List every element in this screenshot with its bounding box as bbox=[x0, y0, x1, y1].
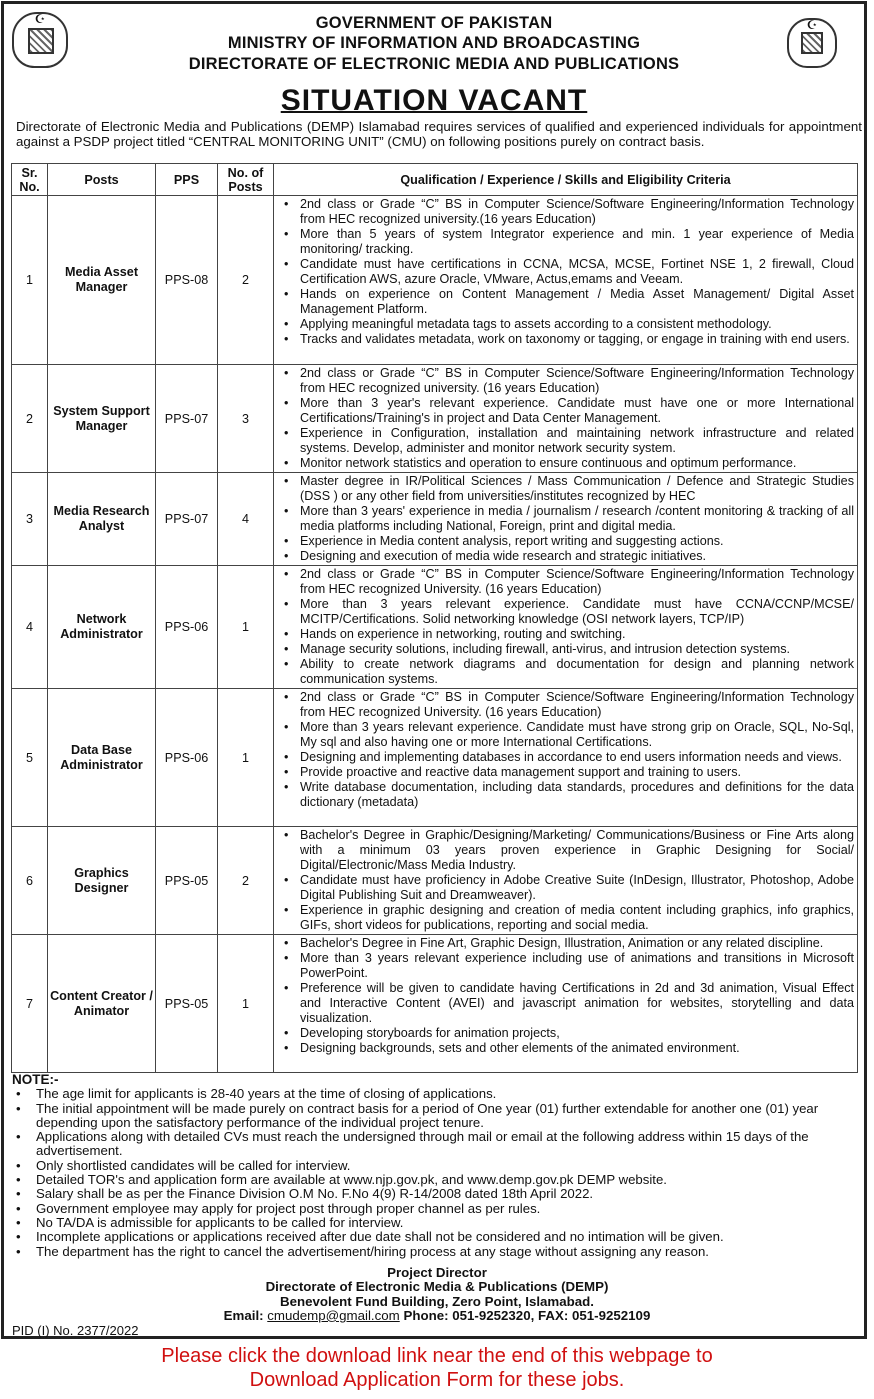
criteria-item: • Master degree in IR/Political Sciences / Mass Communication / Defence and Strategic Studies (DSS ) or any other field from universities/institutes recognized by HEC bbox=[278, 474, 854, 504]
header-pps: PPS bbox=[156, 164, 218, 196]
cell-criteria bbox=[274, 827, 858, 935]
table-row bbox=[12, 473, 858, 566]
note-item: • Applications along with detailed CVs must reach the undersigned through mail or email at the following address within 15 days of the advertisement. bbox=[12, 1130, 862, 1159]
cell-sr: 3 bbox=[12, 473, 48, 566]
cell-pps: PPS-06 bbox=[156, 566, 218, 689]
criteria-list bbox=[278, 197, 854, 347]
notes-section bbox=[12, 1073, 862, 1259]
table-row bbox=[12, 365, 858, 473]
note-item: • No TA/DA is admissible for applicants to be called for interview. bbox=[12, 1216, 862, 1230]
cell-criteria bbox=[274, 365, 858, 473]
criteria-item: • More than 3 years relevant experience. Candidate must have CCNA/CCNP/MCSE/ MCITP/Certifications. Solid networking knowledge (OSI network layers, TCP/IP) bbox=[278, 597, 854, 627]
criteria-item: • More than 3 years relevant experience. Candidate must have strong grip on Oracle, SQL, No-Sql, My sql and also having one or more International Certifications. bbox=[278, 720, 854, 750]
criteria-item: • Designing and implementing databases in accordance to end users information needs and views. bbox=[278, 750, 854, 765]
cell-post: Data Base Administrator bbox=[48, 689, 156, 827]
criteria-item: • Preference will be given to candidate having Certifications in 2d and 3d animation, Visual Effect and Interactive Content (AVEI) and javascript animation for websites, storytelling and data visualization. bbox=[278, 981, 854, 1026]
criteria-item: • Candidate must have proficiency in Adobe Creative Suite (InDesign, Illustrator, Photoshop, Adobe Digital Publishing Suit and Dreamweaver). bbox=[278, 873, 854, 903]
pid-number: PID (I) No. 2377/2022 bbox=[12, 1323, 139, 1338]
table-row bbox=[12, 566, 858, 689]
criteria-item: • Experience in graphic designing and creation of media content including graphics, info graphics, GIFs, short videos for publications, reporting and social media. bbox=[278, 903, 854, 933]
criteria-item: • Provide proactive and reactive data management support and training to users. bbox=[278, 765, 854, 780]
notes-list bbox=[12, 1087, 862, 1259]
criteria-list bbox=[278, 567, 854, 687]
cell-criteria bbox=[274, 566, 858, 689]
cell-pps: PPS-07 bbox=[156, 365, 218, 473]
criteria-item: • Ability to create network diagrams and documentation for design and planning network communication systems. bbox=[278, 657, 854, 687]
cell-post: Content Creator / Animator bbox=[48, 935, 156, 1073]
criteria-item: • Tracks and validates metadata, work on taxonomy or tagging, or engage in training with end users. bbox=[278, 332, 854, 347]
cell-criteria bbox=[274, 935, 858, 1073]
criteria-item: • 2nd class or Grade “C” BS in Computer Science/Software Engineering/Information Technology from HEC recognized University. (16 years Education) bbox=[278, 690, 854, 720]
criteria-item: • 2nd class or Grade “C” BS in Computer Science/Software Engineering/Information Technology from HEC recognized University. (16 years Education) bbox=[278, 567, 854, 597]
header-no-of-posts: No. of Posts bbox=[218, 164, 274, 196]
criteria-item: • Hands on experience on Content Management / Media Asset Management/ Digital Asset Management Platform. bbox=[278, 287, 854, 317]
note-item: • Government employee may apply for project post through proper channel as per rules. bbox=[12, 1202, 862, 1216]
cell-sr: 6 bbox=[12, 827, 48, 935]
cell-criteria bbox=[274, 689, 858, 827]
signature-address: Benevolent Fund Building, Zero Point, Islamabad. bbox=[280, 1293, 594, 1309]
criteria-item: • Bachelor's Degree in Fine Art, Graphic Design, Illustration, Animation or any related discipline. bbox=[278, 936, 854, 951]
note-item: • The initial appointment will be made purely on contract basis for a period of One year (01) further extendable for another one (01) year depending upon the satisfactory performance of the individual project tenure. bbox=[12, 1102, 862, 1131]
header-government: GOVERNMENT OF PAKISTAN bbox=[315, 14, 553, 32]
cell-no-of-posts: 1 bbox=[218, 566, 274, 689]
cell-pps: PPS-06 bbox=[156, 689, 218, 827]
cell-pps: PPS-07 bbox=[156, 473, 218, 566]
table-row bbox=[12, 196, 858, 365]
cell-sr: 1 bbox=[12, 196, 48, 365]
criteria-item: • Experience in Configuration, installation and maintaining network infrastructure and related systems. Develop, administer and monitor network security system. bbox=[278, 426, 854, 456]
criteria-item: • Developing storyboards for animation projects, bbox=[278, 1026, 854, 1041]
download-notice bbox=[0, 1344, 874, 1392]
intro-paragraph: Directorate of Electronic Media and Publications (DEMP) Islamabad requires services of qualified and experienced individuals for appointment against a PSDP project titled “CENTRAL MONITORING UNIT” (CMU) on following positions purely on contract basis. bbox=[16, 119, 862, 149]
criteria-item: • More than 3 years relevant experience including use of animations and transitions in Microsoft PowerPoint. bbox=[278, 951, 854, 981]
criteria-item: • More than 5 years of system Integrator experience and min. 1 year experience of Media monitoring/ tracking. bbox=[278, 227, 854, 257]
criteria-item: • Monitor network statistics and operation to ensure continuous and optimum performance. bbox=[278, 456, 854, 471]
cell-post: Network Administrator bbox=[48, 566, 156, 689]
cell-pps: PPS-05 bbox=[156, 827, 218, 935]
criteria-item: • More than 3 year's relevant experience. Candidate must have one or more International Certifications/Training's in project and Data Center Management. bbox=[278, 396, 854, 426]
table-row bbox=[12, 827, 858, 935]
cell-post: Media Asset Manager bbox=[48, 196, 156, 365]
note-item: • Incomplete applications or applications received after due date shall not be considered and no intimation will be given. bbox=[12, 1230, 862, 1244]
criteria-list bbox=[278, 474, 854, 564]
table-row bbox=[12, 935, 858, 1073]
cell-no-of-posts: 2 bbox=[218, 827, 274, 935]
cell-sr: 5 bbox=[12, 689, 48, 827]
signature-block bbox=[0, 1266, 874, 1323]
criteria-item: • Experience in Media content analysis, report writing and suggesting actions. bbox=[278, 534, 854, 549]
cell-no-of-posts: 4 bbox=[218, 473, 274, 566]
cell-pps: PPS-05 bbox=[156, 935, 218, 1073]
note-item: • Only shortlisted candidates will be called for interview. bbox=[12, 1159, 862, 1173]
signature-org: Directorate of Electronic Media & Publications (DEMP) bbox=[265, 1279, 609, 1295]
header-ministry: MINISTRY OF INFORMATION AND BROADCASTING bbox=[227, 34, 641, 52]
download-notice-line2: Download Application Form for these jobs. bbox=[249, 1369, 625, 1391]
cell-post: System Support Manager bbox=[48, 365, 156, 473]
criteria-list bbox=[278, 690, 854, 810]
pakistan-emblem-left: ☪ bbox=[12, 12, 68, 68]
criteria-list bbox=[278, 366, 854, 471]
note-item: • The department has the right to cancel the advertisement/hiring process at any stage without assigning any reason. bbox=[12, 1245, 862, 1259]
criteria-item: • Designing backgrounds, sets and other elements of the animated environment. bbox=[278, 1041, 854, 1056]
note-item: • Salary shall be as per the Finance Division O.M No. F.No 4(9) R-14/2008 dated 18th April 2022. bbox=[12, 1187, 862, 1201]
cell-no-of-posts: 1 bbox=[218, 935, 274, 1073]
criteria-item: • 2nd class or Grade “C” BS in Computer Science/Software Engineering/Information Technology from HEC recognized university.(16 years Education) bbox=[278, 197, 854, 227]
signature-title: Project Director bbox=[387, 1265, 487, 1280]
cell-post: Media Research Analyst bbox=[48, 473, 156, 566]
cell-criteria bbox=[274, 196, 858, 365]
email-label: Email: bbox=[223, 1307, 264, 1323]
criteria-list bbox=[278, 936, 854, 1056]
cell-no-of-posts: 1 bbox=[218, 689, 274, 827]
table-row bbox=[12, 689, 858, 827]
notes-title: NOTE:- bbox=[12, 1072, 59, 1087]
cell-sr: 2 bbox=[12, 365, 48, 473]
note-item: • Detailed TOR's and application form are available at www.njp.gov.pk, and www.demp.gov.pk DEMP website. bbox=[12, 1173, 862, 1187]
criteria-item: • Hands on experience in networking, routing and switching. bbox=[278, 627, 854, 642]
cell-sr: 4 bbox=[12, 566, 48, 689]
header-posts: Posts bbox=[48, 164, 156, 196]
positions-table bbox=[11, 163, 858, 1073]
criteria-item: • Manage security solutions, including firewall, anti-virus, and intrusion detection systems. bbox=[278, 642, 854, 657]
note-item: • The age limit for applicants is 28-40 years at the time of closing of applications. bbox=[12, 1087, 862, 1101]
pakistan-emblem-right: ☪ bbox=[787, 18, 837, 68]
criteria-item: • 2nd class or Grade “C” BS in Computer Science/Software Engineering/Information Technology from HEC recognized university. (16 years Education) bbox=[278, 366, 854, 396]
cell-post: Graphics Designer bbox=[48, 827, 156, 935]
cell-pps: PPS-08 bbox=[156, 196, 218, 365]
cell-no-of-posts: 3 bbox=[218, 365, 274, 473]
criteria-item: • More than 3 years' experience in media / journalism / research /content monitoring & tracking of all media platforms including National, Foreign, print and digital media. bbox=[278, 504, 854, 534]
criteria-item: • Designing and execution of media wide research and strategic initiatives. bbox=[278, 549, 854, 564]
header-sr: Sr. No. bbox=[12, 164, 48, 196]
email-link[interactable]: cmudemp@gmail.com bbox=[267, 1307, 400, 1323]
criteria-item: • Candidate must have certifications in CCNA, MCSA, MCSE, Fortinet NSE 1, 2 firewall, Cloud Certification AWS, azure Oracle, VMware, Actus,emams and Veeam. bbox=[278, 257, 854, 287]
download-notice-line1: Please click the download link near the end of this webpage to bbox=[161, 1345, 713, 1367]
header-directorate: DIRECTORATE OF ELECTRONIC MEDIA AND PUBLICATIONS bbox=[188, 55, 680, 73]
criteria-list bbox=[278, 828, 854, 933]
criteria-item: • Bachelor's Degree in Graphic/Designing/Marketing/ Communications/Business or Fine Arts along with a minimum 03 years proven experience in Graphic Designing for Social/ Digital/Electronic/Mass Media Industry. bbox=[278, 828, 854, 873]
header-criteria: Qualification / Experience / Skills and Eligibility Criteria bbox=[274, 164, 858, 196]
cell-criteria bbox=[274, 473, 858, 566]
cell-no-of-posts: 2 bbox=[218, 196, 274, 365]
table-header bbox=[12, 164, 858, 196]
criteria-item: • Applying meaningful metadata tags to assets according to a consistent methodology. bbox=[278, 317, 854, 332]
cell-sr: 7 bbox=[12, 935, 48, 1073]
phone-fax: Phone: 051-9252320, FAX: 051-9252109 bbox=[403, 1307, 651, 1323]
title-text: SITUATION VACANT bbox=[280, 84, 588, 117]
page-title bbox=[4, 84, 864, 118]
criteria-item: • Write database documentation, including data standards, procedures and definitions for the data dictionary (metadata) bbox=[278, 780, 854, 810]
